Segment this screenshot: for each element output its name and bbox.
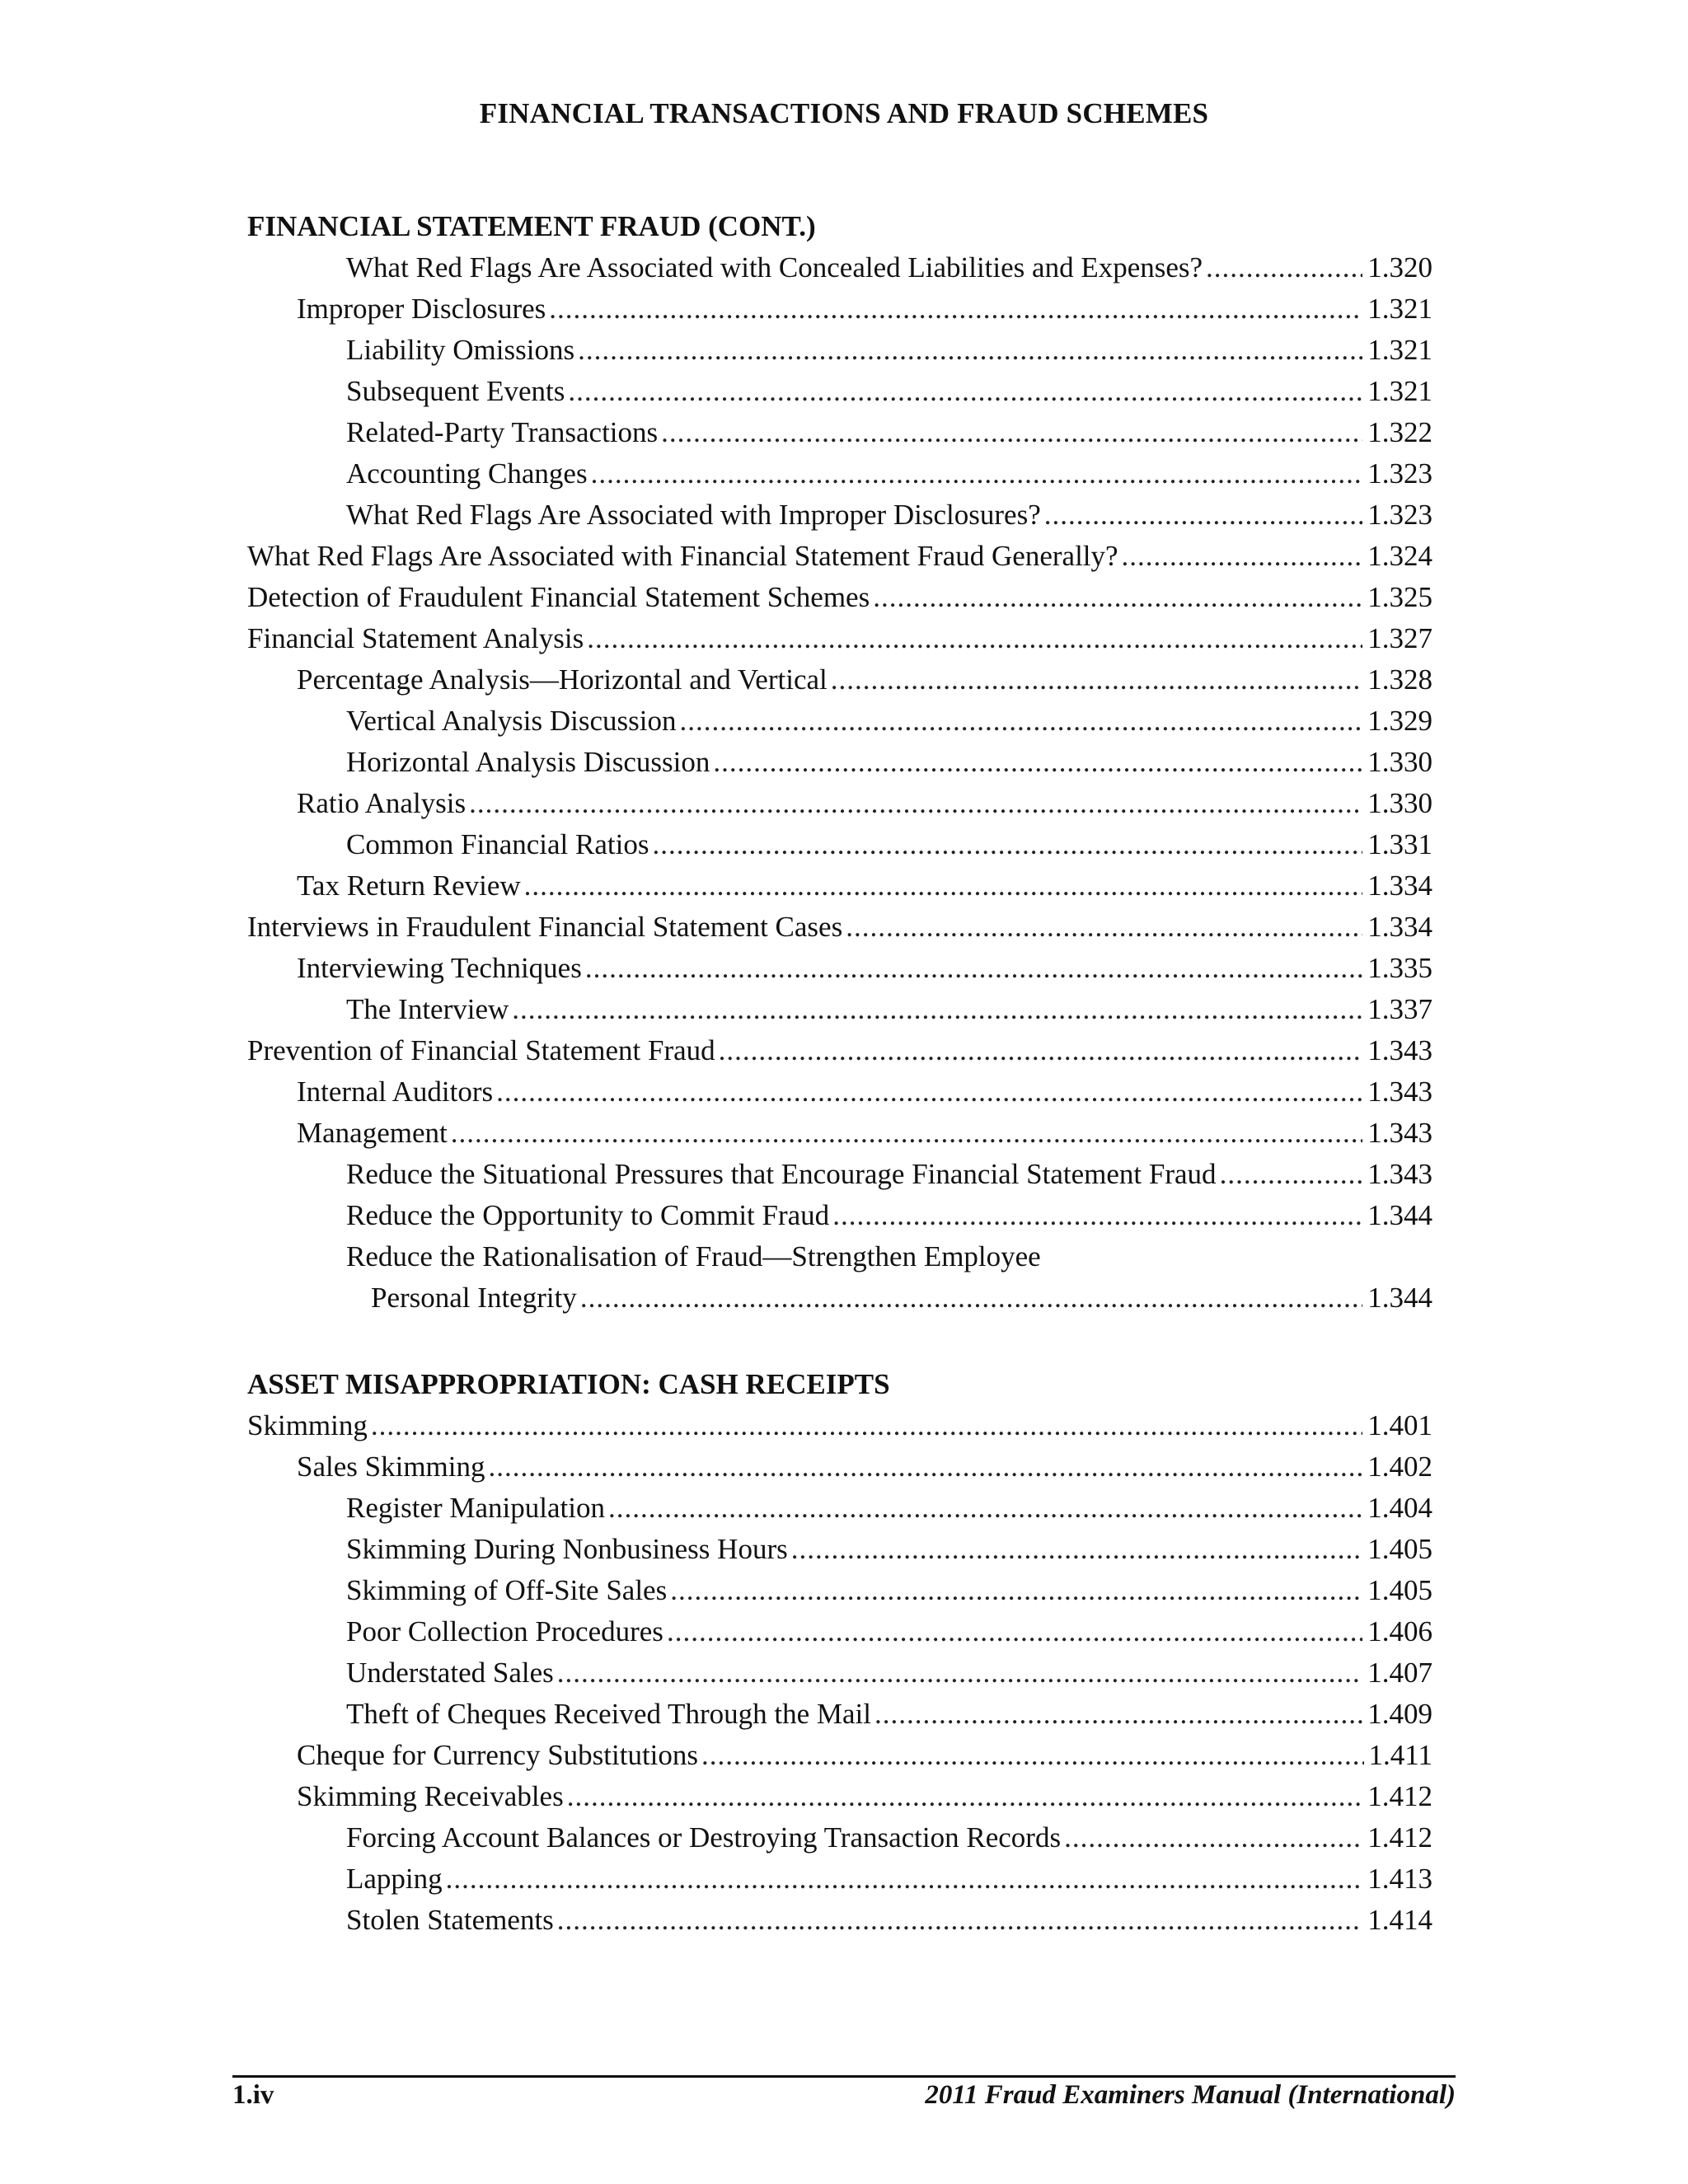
toc-entry[interactable]: [247, 701, 1432, 742]
toc-entry-title: Accounting Changes: [346, 457, 588, 490]
toc-entry-page-number: 1.405: [1367, 1574, 1432, 1606]
toc-entry-title: Cheque for Currency Substitutions: [297, 1739, 699, 1771]
toc-entry[interactable]: [247, 659, 1432, 701]
toc-entry-title: Skimming: [247, 1409, 368, 1441]
toc-entry-page-number: 1.334: [1367, 869, 1432, 902]
toc-entry-title: Reduce the Rationalisation of Fraud—Strengthen Employee: [346, 1240, 1041, 1272]
toc-entry[interactable]: [247, 1488, 1432, 1529]
toc-entry-page-number: 1.343: [1367, 1117, 1432, 1149]
toc-entries: [247, 247, 1432, 1319]
toc-entry-page-number: 1.335: [1367, 952, 1432, 984]
toc-entry[interactable]: [247, 288, 1432, 330]
toc-entry[interactable]: [247, 1900, 1432, 1941]
toc-entry-page-number: 1.322: [1367, 416, 1432, 448]
toc-dot-leader: [580, 1277, 1362, 1319]
toc-entry-page-number: 1.329: [1367, 705, 1432, 737]
toc-entry-page-number: 1.411: [1368, 1739, 1432, 1771]
toc-entry[interactable]: [247, 783, 1432, 824]
toc-entry[interactable]: [247, 1195, 1432, 1236]
toc-entry-title: Interviews in Fraudulent Financial Statement Cases: [247, 911, 843, 943]
toc-entry-page-number: 1.407: [1367, 1657, 1432, 1689]
toc-dot-leader: [832, 1195, 1362, 1236]
toc-entry-page-number: 1.337: [1367, 993, 1432, 1025]
toc-section-financial-statement-fraud: [247, 206, 1432, 1319]
toc-dot-leader: [451, 1113, 1363, 1154]
toc-entry-title: What Red Flags Are Associated with Concealed Liabilities and Expenses?: [346, 251, 1203, 284]
toc-entry-title: Skimming Receivables: [297, 1780, 564, 1812]
toc-entry[interactable]: [247, 1277, 1432, 1319]
toc-entry-title: Subsequent Events: [346, 375, 565, 407]
toc-entry-title: Skimming During Nonbusiness Hours: [346, 1533, 788, 1565]
toc-entry-title: Liability Omissions: [346, 334, 575, 366]
toc-dot-leader: [873, 577, 1362, 618]
toc-entry[interactable]: [247, 824, 1432, 865]
toc-entry-page-number: 1.331: [1367, 828, 1432, 860]
toc-entry-page-number: 1.412: [1367, 1821, 1432, 1854]
toc-dot-leader: [549, 288, 1362, 330]
toc-dot-leader: [680, 701, 1363, 742]
toc-entry-title: Personal Integrity: [371, 1282, 577, 1314]
toc-entry-title: Internal Auditors: [297, 1076, 494, 1108]
toc-dot-leader: [1122, 536, 1363, 577]
toc-entry[interactable]: [247, 453, 1432, 494]
toc-entry[interactable]: [247, 1236, 1432, 1277]
toc-entry-page-number: 1.343: [1367, 1076, 1432, 1108]
toc-dot-leader: [831, 659, 1363, 701]
toc-dot-leader: [846, 907, 1362, 948]
toc-dot-leader: [496, 1071, 1362, 1113]
toc-entry[interactable]: [247, 1735, 1432, 1776]
toc-dot-leader: [489, 1446, 1363, 1488]
toc-entry[interactable]: [247, 907, 1432, 948]
toc-entry-page-number: 1.328: [1367, 663, 1432, 696]
toc-dot-leader: [512, 989, 1362, 1030]
toc-entry[interactable]: [247, 371, 1432, 412]
toc-dot-leader: [670, 1570, 1362, 1611]
toc-entry-title: Vertical Analysis Discussion: [346, 705, 677, 737]
toc-entry-title: Horizontal Analysis Discussion: [346, 746, 710, 778]
toc-entry-title: Detection of Fraudulent Financial Statement Schemes: [247, 581, 870, 613]
toc-entry-page-number: 1.325: [1367, 581, 1432, 613]
toc-entry-title: Understated Sales: [346, 1657, 554, 1689]
toc-dot-leader: [557, 1900, 1362, 1941]
toc-entry-page-number: 1.324: [1367, 540, 1432, 572]
toc-entries: [247, 1405, 1432, 1941]
toc-entry-page-number: 1.412: [1367, 1780, 1432, 1812]
toc-dot-leader: [568, 371, 1362, 412]
toc-entry-page-number: 1.320: [1367, 251, 1432, 284]
toc-entry[interactable]: [247, 1652, 1432, 1694]
toc-entry-page-number: 1.321: [1367, 293, 1432, 325]
toc-entry-page-number: 1.330: [1367, 787, 1432, 819]
toc-dot-leader: [667, 1611, 1362, 1652]
toc-entry[interactable]: [247, 1154, 1432, 1195]
toc-entry-page-number: 1.344: [1367, 1199, 1432, 1231]
toc-entry[interactable]: [247, 618, 1432, 659]
toc-entry-title: Management: [297, 1117, 448, 1149]
toc-entry-page-number: 1.323: [1367, 499, 1432, 531]
toc-entry[interactable]: [247, 577, 1432, 618]
toc-entry[interactable]: [247, 247, 1432, 288]
toc-entry-page-number: 1.321: [1367, 375, 1432, 407]
toc-dot-leader: [791, 1529, 1363, 1570]
toc-dot-leader: [524, 865, 1363, 907]
toc-dot-leader: [1206, 247, 1362, 288]
toc-entry-title: Tax Return Review: [297, 869, 521, 902]
toc-entry-title: Forcing Account Balances or Destroying Transaction Records: [346, 1821, 1062, 1854]
toc-entry-page-number: 1.401: [1367, 1409, 1432, 1441]
toc-section-asset-misappropriation: [247, 1364, 1432, 1941]
toc-dot-leader: [557, 1652, 1363, 1694]
toc-entry-page-number: 1.327: [1367, 622, 1432, 654]
toc-entry-title: Prevention of Financial Statement Fraud: [247, 1034, 715, 1066]
toc-dot-leader: [713, 742, 1362, 783]
toc-entry-title: Percentage Analysis—Horizontal and Vertical: [297, 663, 828, 696]
toc-entry[interactable]: [247, 1776, 1432, 1817]
page-title: FINANCIAL TRANSACTIONS AND FRAUD SCHEMES: [479, 97, 1209, 129]
toc-dot-leader: [608, 1488, 1362, 1529]
toc-entry-page-number: 1.323: [1367, 457, 1432, 490]
toc-entry-title: Sales Skimming: [297, 1451, 485, 1483]
footer-page-number: 1.iv: [232, 2080, 274, 2110]
toc-dot-leader: [1064, 1817, 1362, 1858]
toc-dot-leader: [1044, 494, 1363, 536]
toc-entry-page-number: 1.334: [1367, 911, 1432, 943]
toc-entry[interactable]: [247, 1694, 1432, 1735]
toc-entry[interactable]: [247, 1817, 1432, 1858]
section-heading: ASSET MISAPPROPRIATION: CASH RECEIPTS: [247, 1368, 890, 1400]
toc-entry-title: Related-Party Transactions: [346, 416, 659, 448]
toc-dot-leader: [567, 1776, 1363, 1817]
toc-entry[interactable]: [247, 1113, 1432, 1154]
toc-entry[interactable]: [247, 1030, 1432, 1071]
toc-entry-title: Ratio Analysis: [297, 787, 467, 819]
toc-dot-leader: [719, 1030, 1363, 1071]
toc-entry-page-number: 1.409: [1367, 1698, 1432, 1730]
toc-entry[interactable]: [247, 1858, 1432, 1900]
toc-entry[interactable]: [247, 1611, 1432, 1652]
toc-dot-leader: [701, 1735, 1364, 1776]
toc-dot-leader: [371, 1405, 1362, 1446]
toc-dot-leader: [578, 330, 1362, 371]
toc-entry[interactable]: [247, 1071, 1432, 1113]
toc-entry-page-number: 1.343: [1367, 1158, 1432, 1190]
toc-entry[interactable]: [247, 1446, 1432, 1488]
toc-entry-title: Financial Statement Analysis: [247, 622, 584, 654]
toc-entry-title: Reduce the Opportunity to Commit Fraud: [346, 1199, 830, 1231]
toc-entry-page-number: 1.414: [1367, 1904, 1432, 1936]
toc-entry[interactable]: [247, 865, 1432, 907]
toc-entry-title: Skimming of Off-Site Sales: [346, 1574, 668, 1606]
toc-entry[interactable]: [247, 1405, 1432, 1446]
toc-entry-page-number: 1.406: [1367, 1615, 1432, 1647]
toc-entry-title: Stolen Statements: [346, 1904, 554, 1936]
toc-entry[interactable]: [247, 742, 1432, 783]
toc-entry-title: Register Manipulation: [346, 1492, 605, 1524]
toc-entry-title: Poor Collection Procedures: [346, 1615, 663, 1647]
toc-entry-title: Interviewing Techniques: [297, 952, 582, 984]
toc-entry-title: What Red Flags Are Associated with Financial Statement Fraud Generally?: [247, 540, 1118, 572]
toc-entry-title: Improper Disclosures: [297, 293, 546, 325]
toc-entry[interactable]: [247, 948, 1432, 989]
toc-entry-title: Lapping: [346, 1863, 443, 1895]
toc-entry[interactable]: [247, 1570, 1432, 1611]
toc-entry-page-number: 1.413: [1367, 1863, 1432, 1895]
toc-entry[interactable]: [247, 989, 1432, 1030]
toc-dot-leader: [591, 453, 1363, 494]
toc-entry[interactable]: [247, 494, 1432, 536]
toc-dot-leader: [1220, 1154, 1363, 1195]
toc-entry-page-number: 1.343: [1367, 1034, 1432, 1066]
toc-dot-leader: [661, 412, 1362, 453]
toc-entry-page-number: 1.405: [1367, 1533, 1432, 1565]
toc-entry-page-number: 1.344: [1367, 1282, 1432, 1314]
toc-dot-leader: [446, 1858, 1363, 1900]
toc-entry[interactable]: [247, 1529, 1432, 1570]
toc-entry[interactable]: [247, 412, 1432, 453]
toc-dot-leader: [585, 948, 1362, 989]
toc-entry-page-number: 1.404: [1367, 1492, 1432, 1524]
footer-divider: [232, 2075, 1456, 2078]
toc-entry-title: Theft of Cheques Received Through the Mail: [346, 1698, 871, 1730]
toc-entry-title: Reduce the Situational Pressures that Encourage Financial Statement Fraud: [346, 1158, 1217, 1190]
toc-dot-leader: [874, 1694, 1362, 1735]
toc-dot-leader: [587, 618, 1362, 659]
toc-entry-title: Common Financial Ratios: [346, 828, 649, 860]
toc-entry[interactable]: [247, 536, 1432, 577]
toc-dot-leader: [652, 824, 1362, 865]
toc-entry[interactable]: [247, 330, 1432, 371]
toc-entry-page-number: 1.330: [1367, 746, 1432, 778]
toc-entry-title: What Red Flags Are Associated with Improper Disclosures?: [346, 499, 1041, 531]
toc-entry-title: The Interview: [346, 993, 509, 1025]
section-heading: FINANCIAL STATEMENT FRAUD (CONT.): [247, 210, 816, 242]
toc-entry-page-number: 1.402: [1367, 1451, 1432, 1483]
toc-entry-page-number: 1.321: [1367, 334, 1432, 366]
toc-dot-leader: [469, 783, 1362, 824]
footer-book-title: 2011 Fraud Examiners Manual (International): [925, 2080, 1456, 2110]
